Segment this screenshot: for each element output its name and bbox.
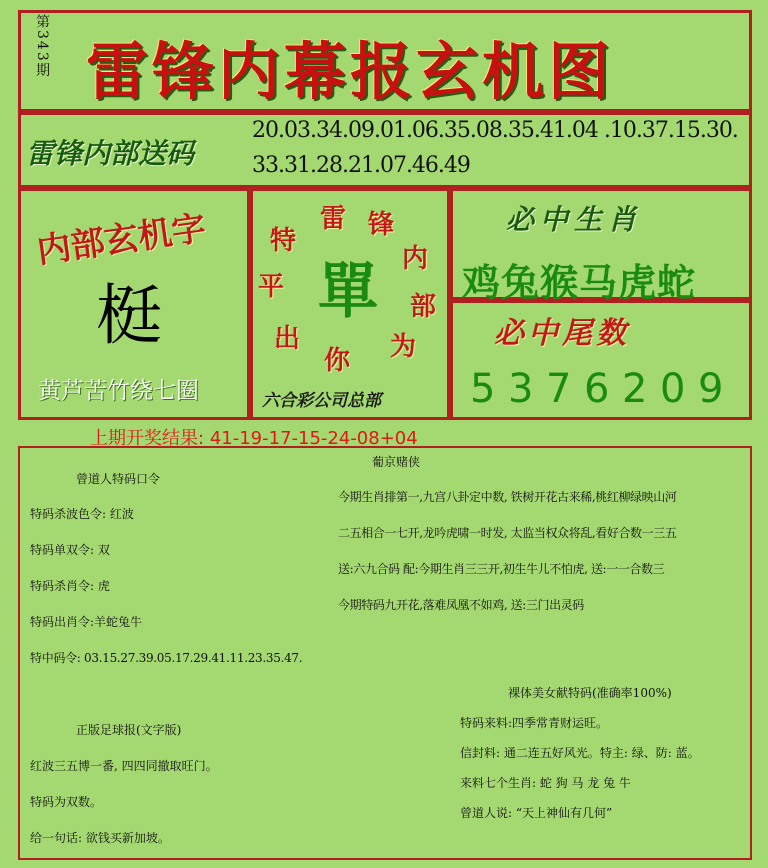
bottom-left-subline: 特码为双数。 bbox=[30, 795, 103, 809]
bottom-left-subline: 红波三五博一番, 四四同撤取旺门。 bbox=[30, 759, 218, 773]
tail-digit: 6 bbox=[584, 366, 610, 412]
tail-digit: 7 bbox=[546, 366, 572, 412]
bottom-right-subline: 信封料: 通二连五好风光。特主: 绿、防: 蓝。 bbox=[460, 746, 700, 760]
bottom-left-line: 特码出肖令:羊蛇兔牛 bbox=[30, 615, 143, 629]
bottom-left-line: 特码杀肖令: 虎 bbox=[30, 579, 110, 593]
center-big-char: 單 bbox=[318, 257, 378, 327]
bottom-left-line: 特中码令: 03.15.27.39.05.17.29.41.11.23.35.47. bbox=[30, 651, 303, 665]
internal-numbers-line2: 33.31.28.21.07.46.49 bbox=[252, 153, 470, 178]
ring-char: 内 bbox=[402, 244, 429, 274]
bottom-right-subline: 来料七个生肖: 蛇 狗 马 龙 兔 牛 bbox=[460, 776, 631, 790]
bottom-right-line: 今期特码九开花,落难凤凰不如鸡, 送:三门出灵码 bbox=[338, 598, 584, 612]
tail-digit: 2 bbox=[622, 366, 648, 412]
tail-digit: 9 bbox=[698, 366, 724, 412]
last-result-value: 41-19-17-15-24-08+04 bbox=[209, 428, 418, 449]
ring-char: 雷 bbox=[320, 204, 347, 234]
last-result-label: 上期开奖结果: bbox=[90, 428, 205, 449]
secret-word-char: 梃 bbox=[96, 277, 162, 354]
bottom-right-line: 二五相合一七开,龙吟虎啸一时发, 太监当权众将乱,看好合数一三五 bbox=[338, 526, 677, 540]
bottom-right-subheading: 裸体美女献特码(准确率100%) bbox=[508, 686, 672, 700]
tail-digit: 5 bbox=[470, 366, 496, 412]
secret-word-label: 内部玄机字 bbox=[34, 208, 209, 272]
internal-numbers-line1: 20.03.34.09.01.06.35.08.35.41.04 .10.37.15.30. bbox=[252, 118, 738, 143]
ring-char: 部 bbox=[410, 292, 437, 322]
tail-digit: 3 bbox=[508, 366, 534, 412]
page-title: 雷锋内幕报玄机图 bbox=[86, 35, 615, 108]
bottom-right-heading: 葡京赌侠 bbox=[372, 455, 421, 469]
bottom-right-line: 送:六九合码 配:今期生肖三三开,初生牛儿不怕虎, 送:一一合数三 bbox=[338, 562, 665, 576]
bottom-right-subline: 曾道人说: “天上神仙有几何” bbox=[460, 806, 613, 820]
zodiac-animals: 鸡兔猴马虎蛇 bbox=[462, 260, 697, 305]
ring-char: 特 bbox=[270, 226, 297, 256]
bottom-right-subline: 特码来料:四季常青财运旺。 bbox=[460, 716, 609, 730]
tail-digits bbox=[470, 366, 736, 412]
ring-char: 为 bbox=[390, 332, 417, 362]
zodiac-label: 必中生肖 bbox=[506, 203, 643, 236]
ring-char: 出 bbox=[274, 324, 301, 354]
bottom-left-heading: 曾道人特码口令 bbox=[76, 472, 161, 486]
bottom-left-line: 特码单双令: 双 bbox=[30, 543, 110, 557]
tail-label: 必中尾数 bbox=[494, 316, 630, 351]
bottom-left-subheading: 正版足球报(文字版) bbox=[76, 723, 182, 737]
center-footer: 六合彩公司总部 bbox=[262, 391, 381, 411]
ring-char: 你 bbox=[324, 346, 351, 376]
ring-char: 平 bbox=[258, 272, 285, 302]
tail-digit: 0 bbox=[660, 366, 686, 412]
secret-word-poem: 黄芦苦竹绕七圈 bbox=[38, 378, 199, 404]
ring-char: 锋 bbox=[368, 210, 395, 240]
bottom-right-line: 今期生肖排第一,九宫八卦定中数, 铁树开花古来稀,桃红柳绿映山河 bbox=[338, 490, 677, 504]
bottom-left-subline: 给一句话: 欲钱买新加坡。 bbox=[30, 831, 170, 845]
bottom-left-line: 特码杀波色令: 红波 bbox=[30, 507, 134, 521]
internal-label: 雷锋内部送码 bbox=[26, 137, 195, 170]
issue-label: 第343期 bbox=[34, 14, 50, 79]
